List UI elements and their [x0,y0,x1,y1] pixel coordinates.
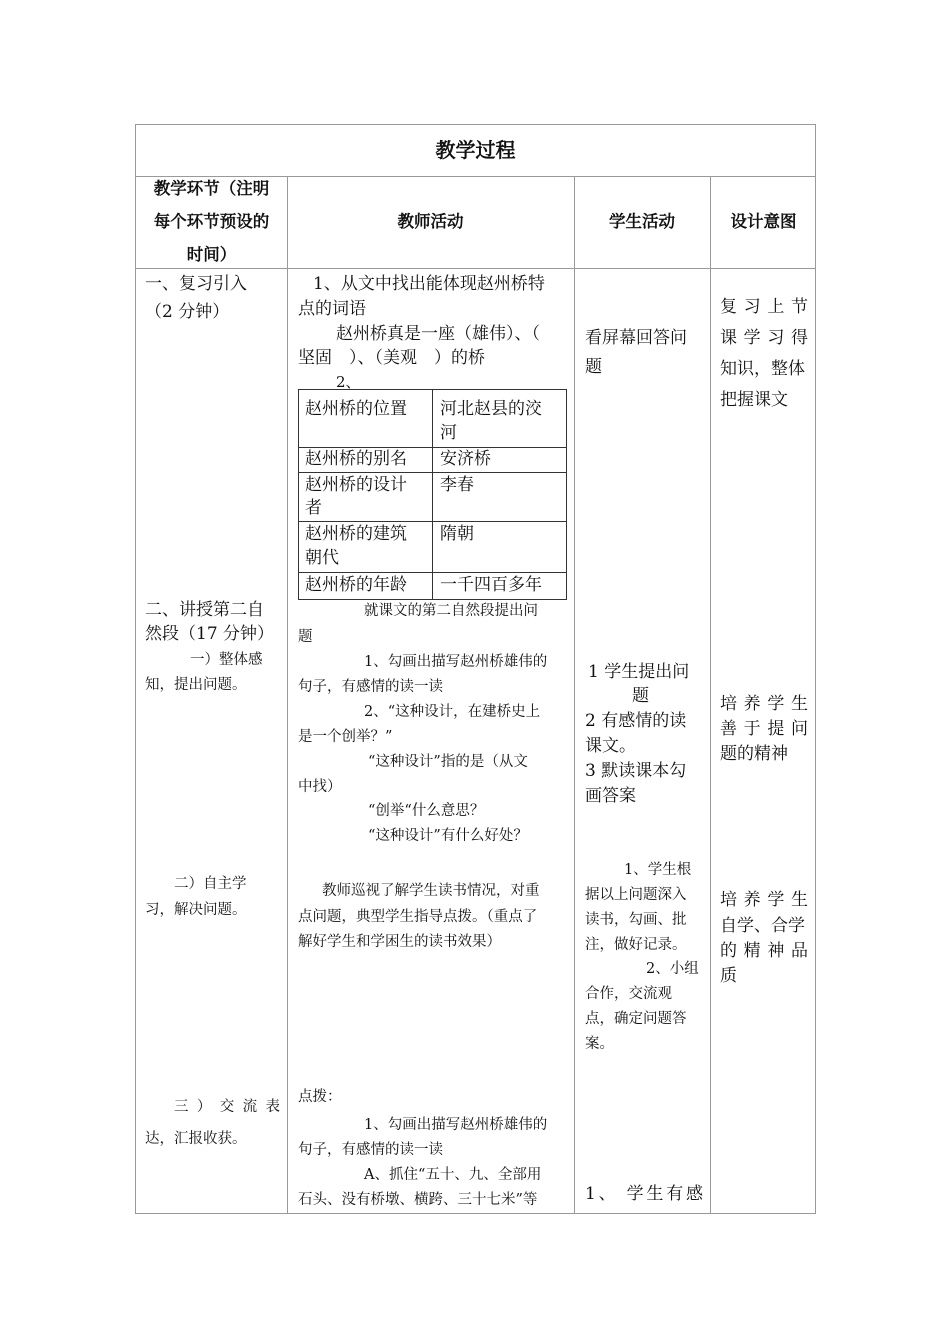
fact-key: 赵州桥的别名 [305,449,407,469]
header-student: 学生活动 [609,212,675,231]
student-a3-2: 2、小组 [646,961,699,977]
intent-1-line-2: 课学习得 [720,328,808,348]
intent-1-line-4: 把握课文 [720,390,788,410]
intent-3-line-1: 培养学生 [720,890,808,910]
fact-key: 赵州桥的设计 [305,475,407,495]
table-title: 教学过程 [435,138,516,162]
col-divider-3 [710,176,711,1213]
student-a3-1: 1、学生根 [624,862,692,878]
teacher-p4-label: 点拨： [298,1089,342,1105]
teacher-q1-cont: 点的词语 [298,299,366,319]
teacher-p2-task-2: 2、“这种设计，在建桥史上 [364,704,541,720]
student-a2-3: 3 默读课本勾 [585,761,687,781]
fact-value: 河北赵县的洨 [440,399,542,419]
teacher-p3-cont-2: 解好学生和学困生的读书效果） [298,934,501,950]
teaching-process-table [135,124,816,1214]
student-a1: 看屏幕回答问 [585,328,687,348]
header-intent: 设计意图 [730,212,797,231]
student-a4: 1、 学生有感 [585,1184,703,1204]
teacher-q2: 2、 [336,373,361,391]
student-a2-1-cont: 题 [632,686,649,706]
teacher-p2-task-2c: “这种设计”有什么好处？ [368,828,528,844]
student-a2-3-cont: 画答案 [585,786,636,806]
teacher-p2-intro-cont: 题 [298,629,313,645]
intent-2-line-1: 培养学生 [720,694,808,714]
stage-2-label: 二、讲授第二自 [145,600,264,620]
facts-col-divider [432,390,433,599]
stage-2-step-3-cont: 达，汇报收获。 [145,1131,247,1147]
teacher-p2-task-1-cont: 句子，有感情的读一读 [298,679,443,695]
stage-1-time: （2 分钟） [145,302,230,322]
teacher-p2-task-2a: “这种设计”指的是（从文 [368,754,528,770]
fact-key: 赵州桥的建筑 [305,524,407,544]
student-a3-2-cont-3: 案。 [585,1036,614,1052]
stage-1-label: 一、复习引入 [145,274,247,294]
intent-1-line-3: 知识，整体 [720,359,805,379]
fact-value-cont: 河 [440,423,457,443]
col-divider-2 [574,176,575,1213]
intent-3-line-4: 质 [720,966,737,986]
fact-value: 一千四百多年 [440,575,542,595]
student-a3-2-cont-2: 点，确定问题答 [585,1011,687,1027]
student-a2-1: 1 学生提出问 [588,662,690,682]
teacher-p2-task-2-cont: 是一个创举？” [298,729,393,745]
stage-2-step-2: 二）自主学 [174,876,247,892]
stage-2-step-1-cont: 知，提出问题。 [145,677,247,693]
teacher-p4-point: A、抓住“五十、九、全部用 [364,1167,542,1183]
teacher-p2-task-2a-cont: 中找） [298,779,342,795]
teacher-p4-task-cont: 句子，有感情的读一读 [298,1142,443,1158]
fact-value: 隋朝 [440,524,474,544]
student-a2-2: 2 有感情的读 [585,711,687,731]
fact-key-cont: 朝代 [305,548,339,568]
header-stage: 教学环节（注明 每个环节预设的 时间） [153,179,270,264]
teacher-p2-intro: 就课文的第二自然段提出问 [364,603,538,619]
col-divider-1 [287,176,288,1213]
stage-2-time: 然段（17 分钟） [145,624,275,644]
bridge-facts-table [298,389,567,600]
teacher-p3-cont-1: 点问题，典型学生指导点拨。（重点了 [298,909,538,925]
teacher-p4-point-cont: 石头、没有桥墩、横跨、三十七米”等 [298,1192,538,1208]
student-a3-2-cont-1: 合作，交流观 [585,986,672,1002]
intent-3-line-3: 的精神品 [720,941,808,961]
teacher-q1: 1、从文中找出能体现赵州桥特 [313,274,545,294]
student-a3-1-cont-3: 注，做好记录。 [585,937,687,953]
student-a2-2-cont: 课文。 [585,736,636,756]
intent-2-line-3: 题的精神 [720,744,788,764]
fact-value: 安济桥 [440,449,491,469]
teacher-q1-sentence-cont: 坚固 ）、（美观 ）的桥 [298,348,485,368]
stage-2-step-3: 三）交流表 [174,1099,280,1115]
intent-2-line-2: 善于提问 [720,719,808,739]
teacher-p3: 教师巡视了解学生读书情况，对重 [322,883,540,899]
fact-key-cont: 者 [305,498,322,518]
stage-2-step-2-cont: 习，解决问题。 [145,902,247,918]
fact-value: 李春 [440,475,474,495]
fact-key: 赵州桥的年龄 [305,575,407,595]
stage-2-step-1: 一）整体感 [190,652,263,668]
header-teacher: 教师活动 [397,212,464,231]
student-a1-cont: 题 [585,357,602,377]
student-a3-1-cont-1: 据以上问题深入 [585,887,687,903]
intent-3-line-2: 自学、合学 [720,916,805,936]
intent-1-line-1: 复习上节 [720,297,808,317]
teacher-p2-task-2b: “创举“什么意思？ [368,803,485,819]
fact-key: 赵州桥的位置 [305,399,407,419]
teacher-q1-sentence: 赵州桥真是一座（雄伟）、（ [336,324,540,344]
teacher-p2-task-1: 1、勾画出描写赵州桥雄伟的 [364,654,548,670]
teacher-p4-task: 1、勾画出描写赵州桥雄伟的 [364,1117,548,1133]
student-a3-1-cont-2: 读书，勾画、批 [585,912,687,928]
